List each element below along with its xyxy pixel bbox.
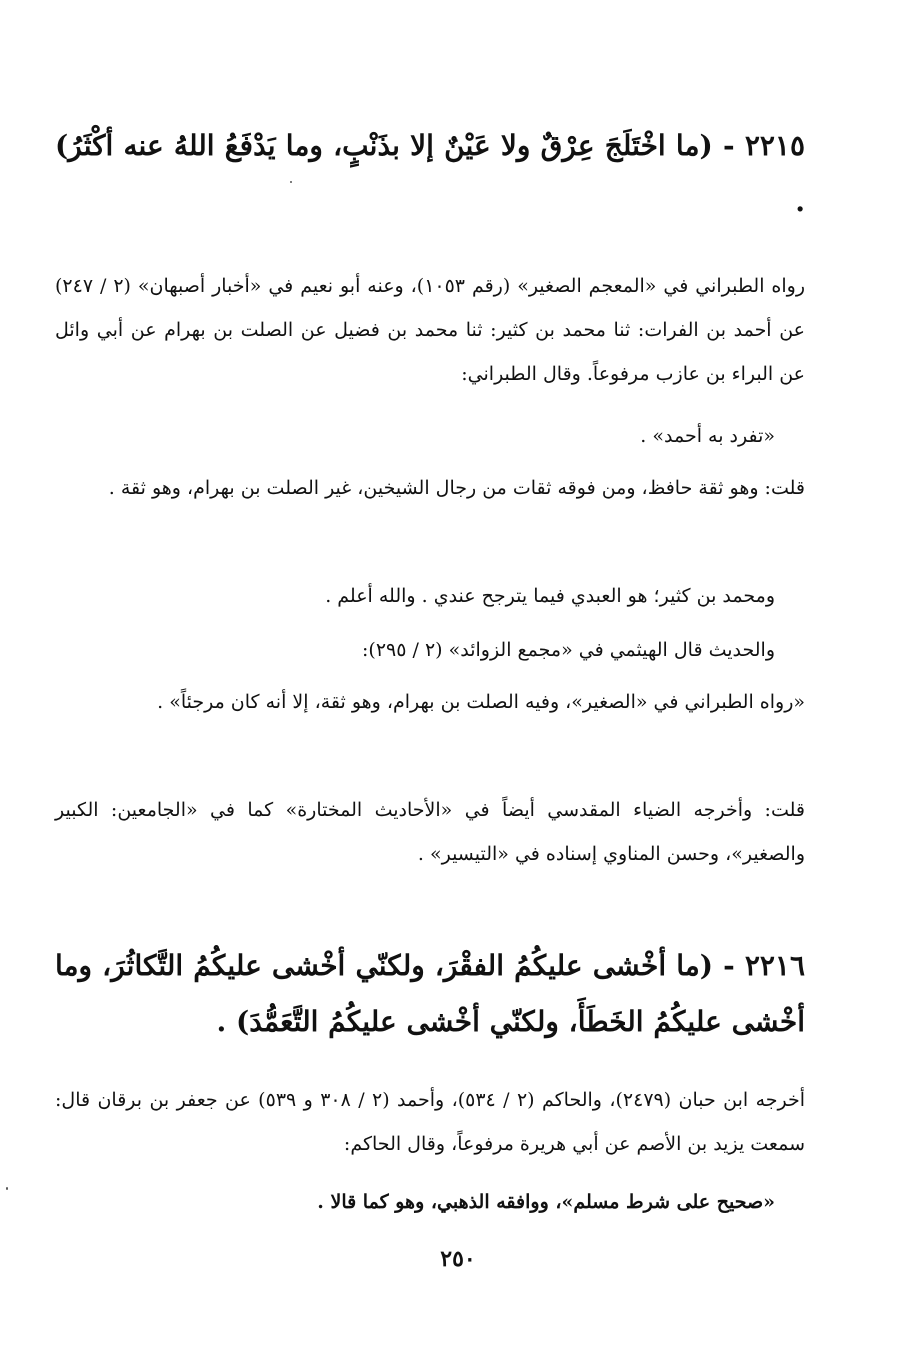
book-page bbox=[55, 0, 805, 1359]
hadith-2216-title: ٢٢١٦ - (ما أخْشى عليكُمُ الفقْرَ، ولكنّي أخْشى عليكُمُ التَّكاثُرَ، وما أخْشى عليكُمُ الخَطَأَ، ولكنّي أخْشى عليكُمُ التَّعَمُّدَ) . bbox=[55, 949, 805, 1038]
hadith-2215-paragraph-7: قلت: وأخرجه الضياء المقدسي أيضاً في «الأحاديث المختارة» كما في «الجامعين: الكبير والصغير»، وحسن المناوي إسناده في «التيسير» . bbox=[55, 799, 805, 865]
hadith-2215-paragraph-5: والحديث قال الهيثمي في «مجمع الزوائد» (٢ / ٢٩٥): bbox=[362, 639, 775, 661]
page-number: ٢٥٠ bbox=[440, 1246, 476, 1272]
hadith-2215-paragraph-6: «رواه الطبراني في «الصغير»، وفيه الصلت بن بهرام، وهو ثقة، إلا أنه كان مرجئاً» . bbox=[157, 691, 805, 713]
hadith-2215-title: ٢٢١٥ - (ما اخْتَلَجَ عِرْقٌ ولا عَيْنٌ إلا بذَنْبٍ، وما يَدْفَعُ اللهُ عنه أكْثَرُ) . bbox=[55, 129, 805, 218]
hadith-2216-paragraph-2: «صحيح على شرط مسلم»، ووافقه الذهبي، وهو كما قالا . bbox=[317, 1191, 775, 1213]
hadith-2215-paragraph-3: قلت: وهو ثقة حافظ، ومن فوقه ثقات من رجال الشيخين، غير الصلت بن بهرام، وهو ثقة . bbox=[108, 477, 805, 499]
scan-speck bbox=[290, 181, 292, 183]
scan-speck bbox=[6, 1187, 8, 1190]
hadith-2215-paragraph-4: ومحمد بن كثير؛ هو العبدي فيما يترجح عندي . والله أعلم . bbox=[325, 585, 775, 607]
hadith-2215-paragraph-2: «تفرد به أحمد» . bbox=[640, 425, 775, 447]
hadith-2216-paragraph-1: أخرجه ابن حبان (٢٤٧٩)، والحاكم (٢ / ٥٣٤)، وأحمد (٢ / ٣٠٨ و ٥٣٩) عن جعفر بن برقان قال: سمعت يزيد بن الأصم عن أبي هريرة مرفوعاً، وقال الحاكم: bbox=[55, 1089, 806, 1155]
hadith-2215-paragraph-1: رواه الطبراني في «المعجم الصغير» (رقم ١٠٥٣)، وعنه أبو نعيم في «أخبار أصبهان» (٢ / ٢٤٧) عن أحمد بن الفرات: ثنا محمد بن كثير: ثنا محمد بن فضيل عن الصلت بن بهرام عن أبي وائل عن البراء بن عازب مرفوعاً. وقال الطبراني: bbox=[55, 275, 805, 385]
